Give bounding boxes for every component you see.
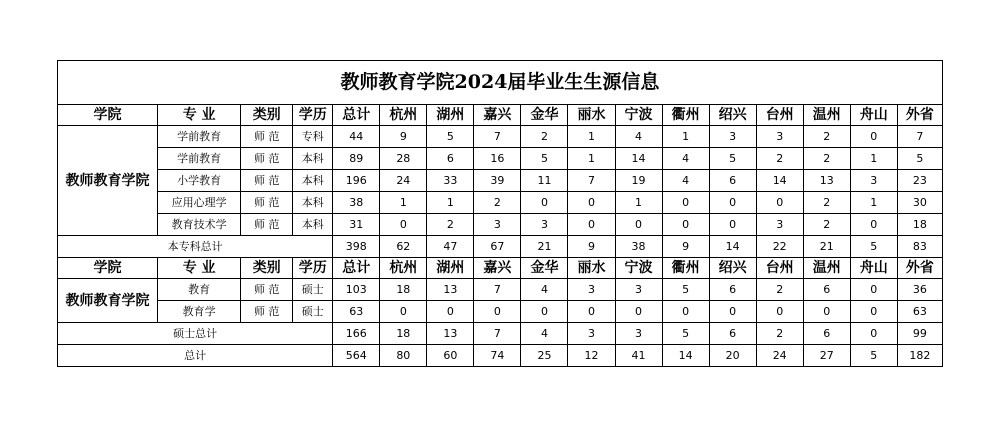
value-cell: 0 [850, 301, 897, 323]
column-header: 宁波 [615, 258, 662, 279]
column-header: 学院 [58, 105, 158, 126]
value-cell: 0 [709, 301, 756, 323]
value-cell: 3 [474, 214, 521, 236]
value-cell: 5 [427, 126, 474, 148]
subtotal-value: 3 [615, 323, 662, 345]
column-header: 总计 [333, 258, 380, 279]
subtotal-value: 62 [380, 236, 427, 258]
grand-total-value: 60 [427, 345, 474, 367]
value-cell: 0 [662, 214, 709, 236]
header-row-1 [58, 105, 943, 126]
value-cell: 36 [897, 279, 942, 301]
degree-cell: 硕士 [293, 301, 333, 323]
value-cell: 3 [521, 214, 568, 236]
column-header: 绍兴 [709, 105, 756, 126]
table-row [58, 170, 943, 192]
subtotal-value: 9 [568, 236, 615, 258]
value-cell: 1 [615, 192, 662, 214]
college-name: 教师教育学院 [58, 126, 158, 236]
value-cell: 7 [474, 126, 521, 148]
value-cell: 2 [803, 192, 850, 214]
column-header: 台州 [756, 258, 803, 279]
column-header: 外省 [897, 105, 942, 126]
value-cell: 0 [568, 192, 615, 214]
grand-total-value: 5 [850, 345, 897, 367]
column-header: 外省 [897, 258, 942, 279]
major-cell: 学前教育 [158, 148, 241, 170]
value-cell: 1 [568, 126, 615, 148]
subtotal-value: 99 [897, 323, 942, 345]
column-header: 舟山 [850, 105, 897, 126]
value-cell: 5 [521, 148, 568, 170]
value-cell: 103 [333, 279, 380, 301]
value-cell: 4 [521, 279, 568, 301]
column-header: 温州 [803, 258, 850, 279]
subtotal-value: 21 [521, 236, 568, 258]
graduate-origin-table-container [57, 60, 943, 367]
value-cell: 0 [850, 126, 897, 148]
value-cell: 5 [662, 279, 709, 301]
degree-cell: 本科 [293, 148, 333, 170]
college-name: 教师教育学院 [58, 279, 158, 323]
value-cell: 6 [709, 279, 756, 301]
value-cell: 63 [897, 301, 942, 323]
column-header: 专 业 [158, 105, 241, 126]
column-header: 衢州 [662, 258, 709, 279]
value-cell: 13 [427, 279, 474, 301]
major-cell: 学前教育 [158, 126, 241, 148]
degree-cell: 本科 [293, 214, 333, 236]
subtotal-row [58, 236, 943, 258]
value-cell: 0 [756, 301, 803, 323]
column-header: 舟山 [850, 258, 897, 279]
value-cell: 0 [380, 214, 427, 236]
grand-total-value: 14 [662, 345, 709, 367]
grand-total-label: 总计 [58, 345, 333, 367]
value-cell: 7 [474, 279, 521, 301]
value-cell: 0 [615, 301, 662, 323]
grand-total-value: 27 [803, 345, 850, 367]
subtotal-value: 5 [662, 323, 709, 345]
value-cell: 196 [333, 170, 380, 192]
value-cell: 16 [474, 148, 521, 170]
value-cell: 0 [568, 301, 615, 323]
column-header: 总计 [333, 105, 380, 126]
subtotal-value: 47 [427, 236, 474, 258]
value-cell: 0 [662, 192, 709, 214]
value-cell: 18 [380, 279, 427, 301]
value-cell: 9 [380, 126, 427, 148]
value-cell: 39 [474, 170, 521, 192]
value-cell: 24 [380, 170, 427, 192]
major-cell: 教育技术学 [158, 214, 241, 236]
value-cell: 3 [850, 170, 897, 192]
column-header: 丽水 [568, 105, 615, 126]
column-header: 嘉兴 [474, 105, 521, 126]
column-header: 学历 [293, 105, 333, 126]
subtotal-value: 83 [897, 236, 942, 258]
value-cell: 3 [756, 214, 803, 236]
column-header: 衢州 [662, 105, 709, 126]
table-row [58, 192, 943, 214]
value-cell: 0 [709, 192, 756, 214]
table-row [58, 126, 943, 148]
subtotal-value: 0 [850, 323, 897, 345]
subtotal-value: 22 [756, 236, 803, 258]
value-cell: 0 [521, 192, 568, 214]
grand-total-value: 24 [756, 345, 803, 367]
value-cell: 0 [568, 214, 615, 236]
header-row-2 [58, 258, 943, 279]
subtotal-row [58, 323, 943, 345]
value-cell: 2 [803, 126, 850, 148]
value-cell: 18 [897, 214, 942, 236]
degree-cell: 硕士 [293, 279, 333, 301]
value-cell: 0 [521, 301, 568, 323]
major-cell: 教育 [158, 279, 241, 301]
value-cell: 4 [615, 126, 662, 148]
value-cell: 19 [615, 170, 662, 192]
value-cell: 6 [709, 170, 756, 192]
column-header: 宁波 [615, 105, 662, 126]
category-cell: 师 范 [241, 170, 293, 192]
value-cell: 11 [521, 170, 568, 192]
category-cell: 师 范 [241, 301, 293, 323]
subtotal-value: 18 [380, 323, 427, 345]
subtotal-value: 7 [474, 323, 521, 345]
subtotal-value: 398 [333, 236, 380, 258]
value-cell: 7 [568, 170, 615, 192]
grand-total-value: 12 [568, 345, 615, 367]
value-cell: 2 [756, 279, 803, 301]
value-cell: 2 [803, 214, 850, 236]
value-cell: 6 [427, 148, 474, 170]
value-cell: 33 [427, 170, 474, 192]
value-cell: 14 [756, 170, 803, 192]
column-header: 专 业 [158, 258, 241, 279]
value-cell: 14 [615, 148, 662, 170]
major-cell: 小学教育 [158, 170, 241, 192]
column-header: 湖州 [427, 258, 474, 279]
value-cell: 0 [803, 301, 850, 323]
value-cell: 2 [427, 214, 474, 236]
category-cell: 师 范 [241, 279, 293, 301]
value-cell: 3 [709, 126, 756, 148]
category-cell: 师 范 [241, 126, 293, 148]
value-cell: 44 [333, 126, 380, 148]
column-header: 杭州 [380, 105, 427, 126]
subtotal-value: 4 [521, 323, 568, 345]
column-header: 学院 [58, 258, 158, 279]
table-row [58, 301, 943, 323]
value-cell: 1 [850, 192, 897, 214]
subtotal-value: 67 [474, 236, 521, 258]
value-cell: 3 [615, 279, 662, 301]
value-cell: 0 [709, 214, 756, 236]
value-cell: 0 [850, 279, 897, 301]
degree-cell: 专科 [293, 126, 333, 148]
value-cell: 0 [615, 214, 662, 236]
subtotal-value: 2 [756, 323, 803, 345]
value-cell: 2 [521, 126, 568, 148]
grand-total-value: 74 [474, 345, 521, 367]
subtotal-value: 6 [803, 323, 850, 345]
subtotal-value: 14 [709, 236, 756, 258]
graduate-origin-table [57, 60, 943, 367]
value-cell: 89 [333, 148, 380, 170]
value-cell: 1 [427, 192, 474, 214]
value-cell: 23 [897, 170, 942, 192]
subtotal-value: 166 [333, 323, 380, 345]
subtotal-value: 3 [568, 323, 615, 345]
value-cell: 3 [756, 126, 803, 148]
value-cell: 0 [756, 192, 803, 214]
subtotal-label: 本专科总计 [58, 236, 333, 258]
column-header: 绍兴 [709, 258, 756, 279]
subtotal-value: 21 [803, 236, 850, 258]
value-cell: 0 [662, 301, 709, 323]
column-header: 丽水 [568, 258, 615, 279]
column-header: 金华 [521, 258, 568, 279]
table-row [58, 148, 943, 170]
value-cell: 4 [662, 170, 709, 192]
value-cell: 31 [333, 214, 380, 236]
value-cell: 2 [474, 192, 521, 214]
column-header: 温州 [803, 105, 850, 126]
title-row [58, 61, 943, 105]
value-cell: 1 [568, 148, 615, 170]
value-cell: 28 [380, 148, 427, 170]
column-header: 类别 [241, 105, 293, 126]
value-cell: 2 [756, 148, 803, 170]
subtotal-value: 6 [709, 323, 756, 345]
grand-total-value: 41 [615, 345, 662, 367]
grand-total-value: 564 [333, 345, 380, 367]
table-row [58, 214, 943, 236]
value-cell: 2 [803, 148, 850, 170]
value-cell: 38 [333, 192, 380, 214]
category-cell: 师 范 [241, 192, 293, 214]
value-cell: 13 [803, 170, 850, 192]
value-cell: 6 [803, 279, 850, 301]
grand-total-value: 182 [897, 345, 942, 367]
subtotal-value: 13 [427, 323, 474, 345]
category-cell: 师 范 [241, 148, 293, 170]
value-cell: 0 [380, 301, 427, 323]
grand-total-row [58, 345, 943, 367]
grand-total-value: 80 [380, 345, 427, 367]
value-cell: 4 [662, 148, 709, 170]
grand-total-value: 20 [709, 345, 756, 367]
column-header: 台州 [756, 105, 803, 126]
column-header: 类别 [241, 258, 293, 279]
degree-cell: 本科 [293, 170, 333, 192]
value-cell: 63 [333, 301, 380, 323]
value-cell: 7 [897, 126, 942, 148]
column-header: 学历 [293, 258, 333, 279]
value-cell: 5 [709, 148, 756, 170]
value-cell: 1 [380, 192, 427, 214]
column-header: 湖州 [427, 105, 474, 126]
category-cell: 师 范 [241, 214, 293, 236]
value-cell: 0 [427, 301, 474, 323]
table-row [58, 279, 943, 301]
column-header: 杭州 [380, 258, 427, 279]
table-title: 教师教育学院2024届毕业生生源信息 [58, 61, 943, 105]
value-cell: 5 [897, 148, 942, 170]
value-cell: 3 [568, 279, 615, 301]
degree-cell: 本科 [293, 192, 333, 214]
major-cell: 教育学 [158, 301, 241, 323]
subtotal-label: 硕士总计 [58, 323, 333, 345]
value-cell: 1 [662, 126, 709, 148]
major-cell: 应用心理学 [158, 192, 241, 214]
grand-total-value: 25 [521, 345, 568, 367]
value-cell: 30 [897, 192, 942, 214]
column-header: 金华 [521, 105, 568, 126]
value-cell: 0 [474, 301, 521, 323]
subtotal-value: 9 [662, 236, 709, 258]
column-header: 嘉兴 [474, 258, 521, 279]
subtotal-value: 38 [615, 236, 662, 258]
value-cell: 0 [850, 214, 897, 236]
subtotal-value: 5 [850, 236, 897, 258]
value-cell: 1 [850, 148, 897, 170]
